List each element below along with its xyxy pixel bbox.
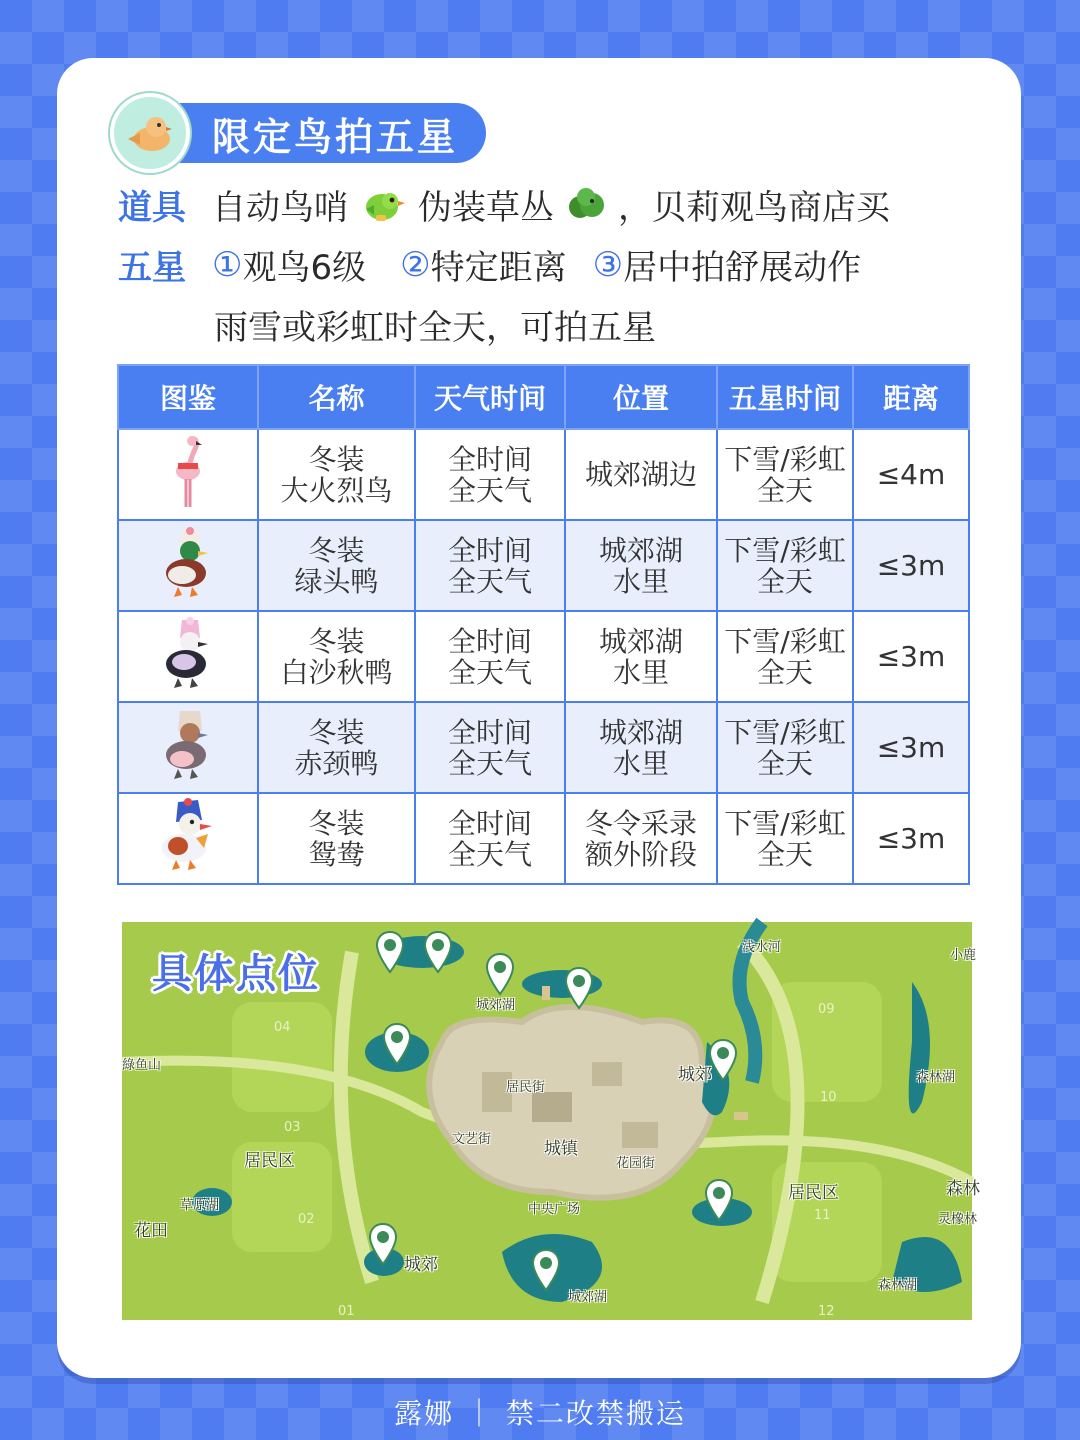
- weather-time: 全时间: [447, 806, 532, 840]
- col-header-name: 名称: [258, 365, 415, 429]
- map-label: 居民区: [244, 1151, 295, 1171]
- location-line2: 额外阶段: [584, 837, 697, 871]
- weather-weather: 全天气: [447, 655, 532, 689]
- stars-note-text: 雨雪或彩虹时全天，可拍五星: [214, 308, 656, 348]
- five-star-weather: 下雪/彩虹: [724, 442, 846, 476]
- map-label: 森林湖: [916, 1070, 956, 1085]
- props-tail: ，贝莉观鸟商店买: [618, 188, 890, 228]
- table-row: [118, 702, 969, 793]
- weather-weather: 全天气: [447, 837, 532, 871]
- location-line1: 城郊湖边: [584, 458, 697, 491]
- location-map: [122, 922, 980, 1320]
- map-pin-icon[interactable]: [485, 952, 515, 996]
- bird-avatar-icon: [110, 93, 190, 173]
- map-label: 居民街: [506, 1080, 546, 1095]
- five-star-weather: 下雪/彩虹: [724, 715, 846, 749]
- five-star-time: 全天: [756, 564, 813, 598]
- props-item-whistle: 自动鸟哨: [212, 188, 348, 228]
- distance: ≤4m: [853, 429, 969, 520]
- col-header-location: 位置: [565, 365, 717, 429]
- map-label: 10: [820, 1090, 837, 1105]
- cond1-text: 观鸟6级: [242, 248, 367, 288]
- map-pin-icon[interactable]: [382, 1022, 412, 1066]
- location-line2: 水里: [612, 655, 669, 689]
- footer-credit: 露娜 ｜ 禁二改禁搬运: [394, 1397, 686, 1430]
- map-label: 03: [284, 1120, 301, 1135]
- flamingo-icon: [118, 429, 258, 520]
- map-label: 城郊: [678, 1065, 712, 1085]
- stars-line: [118, 240, 861, 289]
- gadwall-icon: [118, 611, 258, 702]
- five-star-weather: 下雪/彩虹: [724, 533, 846, 567]
- map-label: 花田: [134, 1221, 168, 1241]
- mallard-icon: [118, 520, 258, 611]
- location-line2: 水里: [612, 564, 669, 598]
- cond2-number: ②: [400, 244, 431, 285]
- map-label: 綠鱼山: [122, 1058, 162, 1073]
- table-row: [118, 429, 969, 520]
- col-header-five-star-time: 五星时间: [717, 365, 853, 429]
- bird-whistle-icon: [360, 185, 406, 225]
- map-label: 森林: [946, 1179, 980, 1199]
- five-star-weather: 下雪/彩虹: [724, 806, 846, 840]
- map-label: 09: [818, 1002, 835, 1017]
- bird-name-line2: 大火烈鸟: [280, 473, 393, 507]
- map-title: 具体点位: [152, 951, 320, 997]
- bird-name-line2: 白沙秋鸭: [280, 655, 393, 689]
- weather-weather: 全天气: [447, 564, 532, 598]
- bird-name-line1: 冬装: [308, 806, 365, 840]
- stars-key: 五星: [118, 248, 186, 288]
- location-line1: 城郊湖: [598, 624, 683, 658]
- props-item-bush: 伪装草丛: [418, 188, 554, 228]
- map-pin-icon[interactable]: [708, 1038, 738, 1082]
- map-label: 浅水河: [742, 940, 782, 955]
- five-star-time: 全天: [756, 746, 813, 780]
- map-pin-icon[interactable]: [531, 1248, 561, 1292]
- five-star-time: 全天: [756, 837, 813, 871]
- location-line1: 冬令采录: [584, 806, 697, 840]
- bird-name-line1: 冬装: [308, 442, 365, 476]
- five-star-time: 全天: [756, 655, 813, 689]
- mandarin-duck-icon: [118, 793, 258, 884]
- location-line1: 城郊湖: [598, 715, 683, 749]
- camouflage-bush-icon: [566, 185, 606, 225]
- map-pin-icon[interactable]: [375, 930, 405, 974]
- map-label: 草原湖: [180, 1198, 220, 1213]
- bird-table: [117, 364, 970, 885]
- page-title: 限定鸟拍五星: [162, 103, 486, 163]
- map-label: 城郊: [404, 1255, 438, 1275]
- wigeon-icon: [118, 702, 258, 793]
- bird-name-line2: 绿头鸭: [294, 564, 379, 598]
- bird-name-line2: 赤颈鸭: [294, 746, 379, 780]
- distance: ≤3m: [853, 793, 969, 884]
- map-label: 文艺街: [452, 1132, 492, 1147]
- distance: ≤3m: [853, 611, 969, 702]
- map-label: 11: [814, 1208, 831, 1223]
- cond3-number: ③: [592, 244, 624, 285]
- weather-time: 全时间: [447, 533, 532, 567]
- map-label: 城郊湖: [476, 998, 516, 1013]
- col-header-weather: 天气时间: [415, 365, 565, 429]
- map-label: 城郊湖: [568, 1290, 608, 1305]
- table-row: [118, 611, 969, 702]
- map-label: 花园街: [616, 1156, 656, 1171]
- props-line: [118, 180, 890, 229]
- bird-name-line1: 冬装: [308, 715, 365, 749]
- distance: ≤3m: [853, 702, 969, 793]
- col-header-icon: 图鉴: [118, 365, 258, 429]
- table-header-row: [118, 365, 969, 429]
- props-key: 道具: [118, 188, 186, 228]
- weather-weather: 全天气: [447, 473, 532, 507]
- col-header-distance: 距离: [853, 365, 969, 429]
- title-badge: [110, 103, 486, 163]
- bird-name-line2: 鸳鸯: [308, 837, 365, 871]
- map-label: 04: [274, 1020, 291, 1035]
- weather-time: 全时间: [447, 442, 532, 476]
- map-label: 12: [818, 1304, 835, 1319]
- map-pin-icon[interactable]: [564, 966, 594, 1010]
- cond3-text: 居中拍舒展动作: [623, 248, 862, 288]
- location-line2: 水里: [612, 746, 669, 780]
- bird-name-line1: 冬装: [308, 624, 365, 658]
- weather-time: 全时间: [447, 715, 532, 749]
- map-label: 中央广场: [528, 1202, 581, 1217]
- stars-note: [214, 300, 656, 349]
- map-label: 灵橡林: [938, 1212, 978, 1227]
- location-line1: 城郊湖: [598, 533, 683, 567]
- map-pin-icon[interactable]: [423, 930, 453, 974]
- map-label: 02: [298, 1212, 315, 1227]
- five-star-weather: 下雪/彩虹: [724, 624, 846, 658]
- map-label: 01: [338, 1304, 355, 1319]
- bird-name-line1: 冬装: [308, 533, 365, 567]
- cond2-text: 特定距离: [430, 248, 567, 288]
- weather-weather: 全天气: [447, 746, 532, 780]
- map-label: 居民区: [788, 1183, 839, 1203]
- distance: ≤3m: [853, 520, 969, 611]
- table-row: [118, 793, 969, 884]
- cond1-number: ①: [212, 244, 243, 285]
- map-label: 城镇: [544, 1139, 578, 1159]
- five-star-time: 全天: [756, 473, 813, 507]
- weather-time: 全时间: [447, 624, 532, 658]
- table-row: [118, 520, 969, 611]
- map-label: 森林湖: [878, 1278, 918, 1293]
- map-pin-icon[interactable]: [368, 1222, 398, 1266]
- map-pin-icon[interactable]: [704, 1178, 734, 1222]
- map-label: 小鹿: [950, 948, 977, 963]
